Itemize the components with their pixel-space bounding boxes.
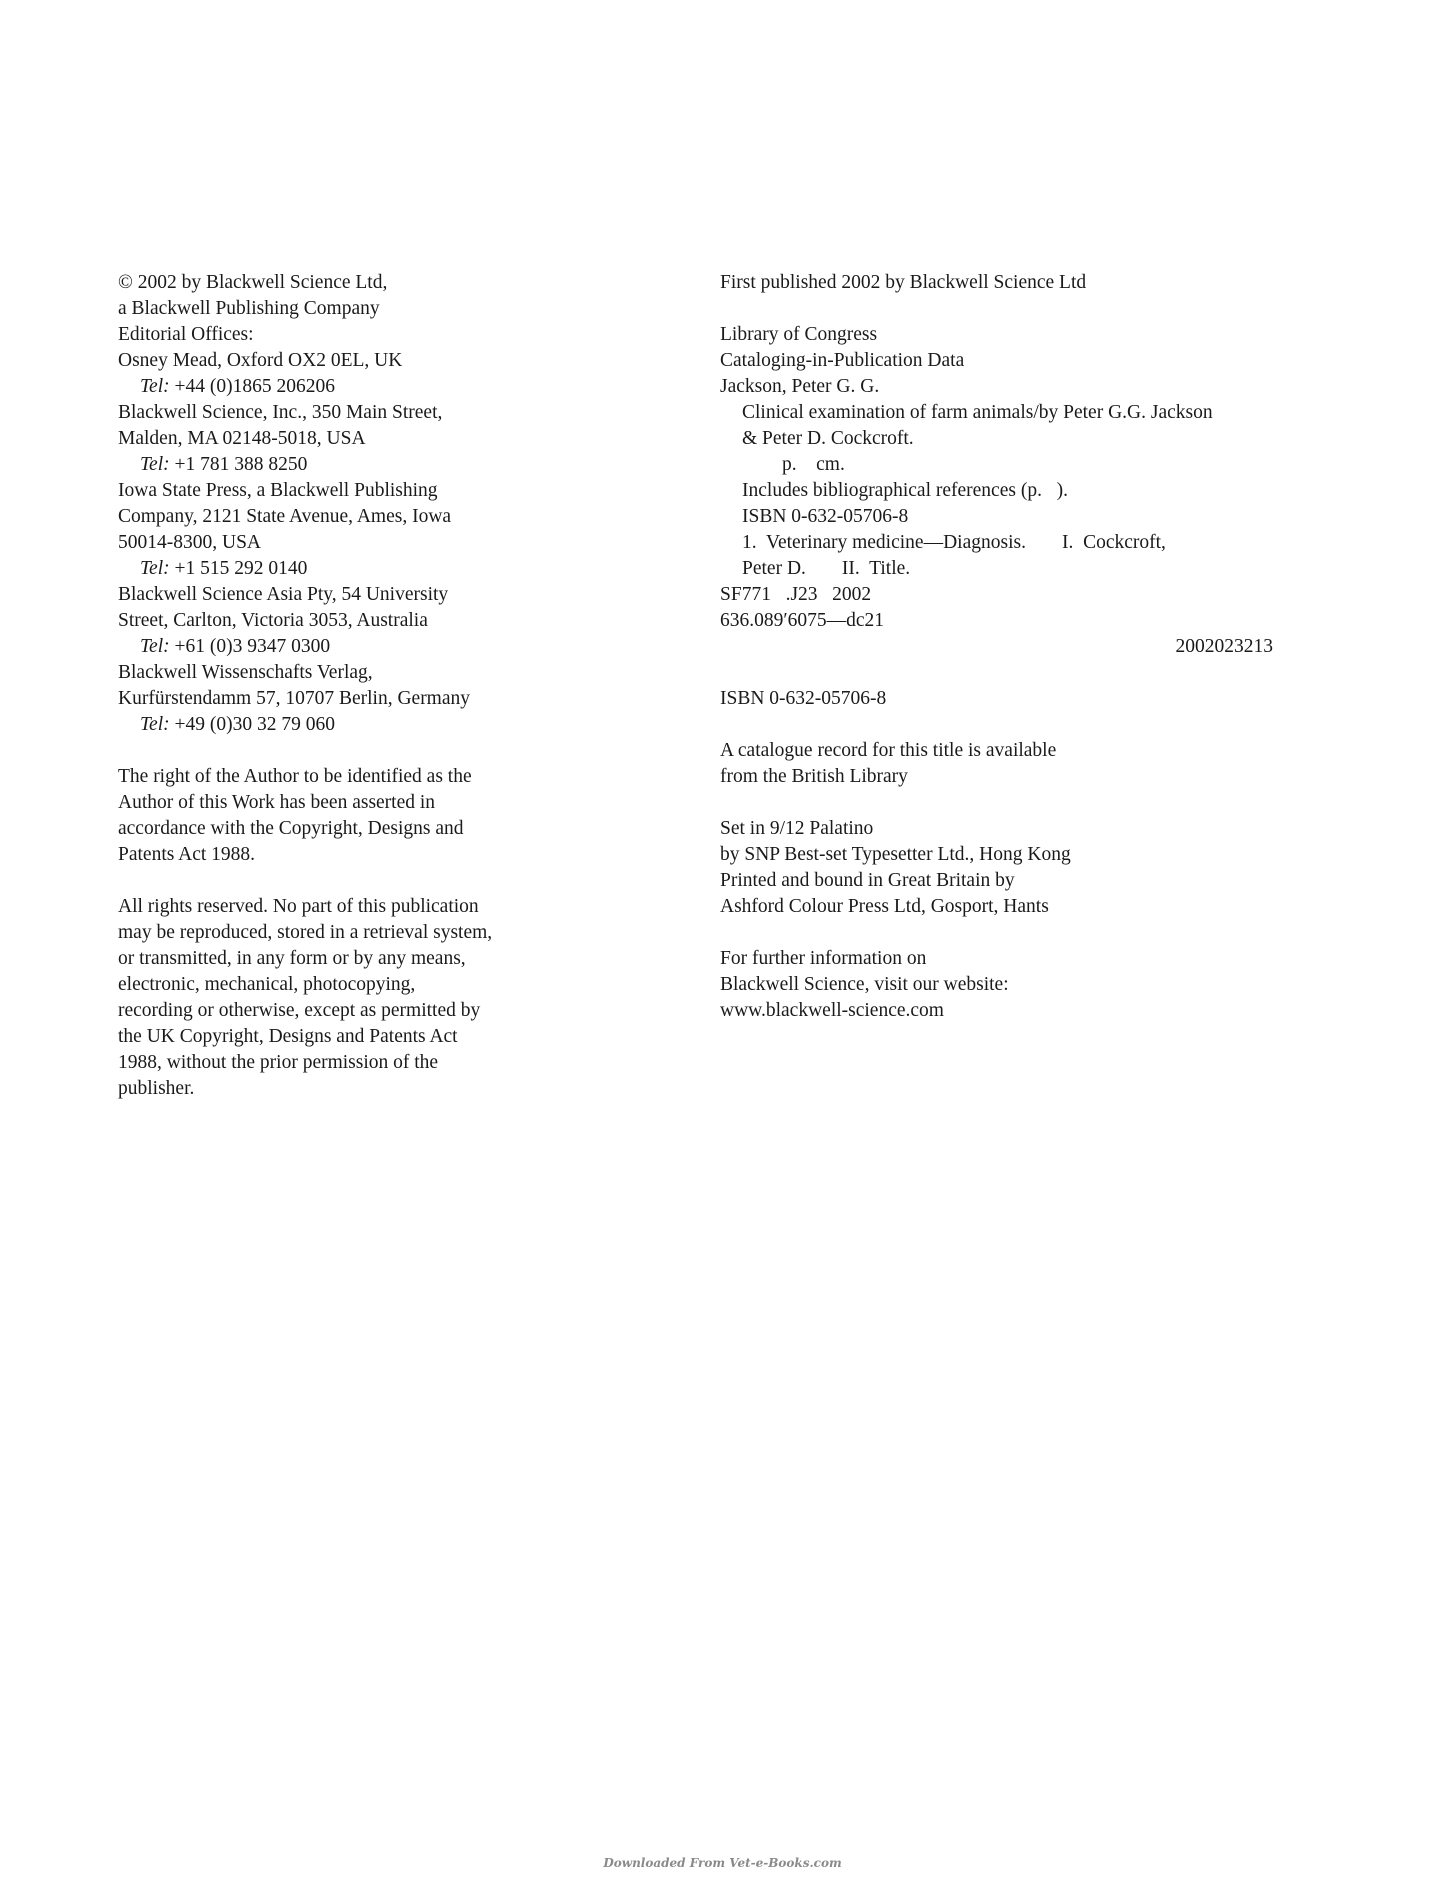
- tel-label: Tel:: [140, 558, 170, 579]
- office-address: Malden, MA 02148-5018, USA: [118, 428, 366, 449]
- paragraph-line: Author of this Work has been asserted in: [118, 792, 436, 813]
- paragraph-line: publisher.: [118, 1078, 195, 1099]
- cip-subject: 1. Veterinary medicine—Diagnosis.: [742, 532, 1026, 553]
- further-info-paragraph: [720, 946, 1280, 1024]
- office-address: Kurfürstendamm 57, 10707 Berlin, Germany: [118, 688, 471, 709]
- all-rights-reserved-paragraph: [118, 894, 658, 1102]
- paragraph-line: All rights reserved. No part of this publication: [118, 896, 479, 917]
- paragraph-line: For further information on: [720, 948, 927, 969]
- paragraph-line: by SNP Best-set Typesetter Ltd., Hong Kong: [720, 844, 1071, 865]
- editorial-offices-heading: Editorial Offices:: [118, 324, 254, 345]
- left-column: [118, 270, 658, 1102]
- office-telephone: [118, 452, 658, 478]
- office-address: Blackwell Science Asia Pty, 54 University: [118, 584, 449, 605]
- cip-subjects: [720, 530, 1280, 556]
- first-published-line: First published 2002 by Blackwell Science Ltd: [720, 272, 1087, 293]
- call-number: SF771 .J23 2002: [720, 584, 872, 605]
- cip-isbn: ISBN 0-632-05706-8: [742, 506, 909, 527]
- cip-subjects: [720, 556, 1280, 582]
- tel-number: +44 (0)1865 206206: [169, 376, 335, 397]
- tel-label: Tel:: [140, 636, 170, 657]
- office-telephone: [118, 634, 658, 660]
- office-address: Company, 2121 State Avenue, Ames, Iowa: [118, 506, 452, 527]
- tel-label: Tel:: [140, 714, 170, 735]
- tel-label: Tel:: [140, 376, 170, 397]
- office-address: Street, Carlton, Victoria 3053, Australia: [118, 610, 428, 631]
- paragraph-line: Printed and bound in Great Britain by: [720, 870, 1015, 891]
- download-watermark: Downloaded From Vet-e-Books.com: [603, 1856, 842, 1870]
- paragraph-line: electronic, mechanical, photocopying,: [118, 974, 416, 995]
- office-telephone: [118, 374, 658, 400]
- paragraph-line: Blackwell Science, visit our website:: [720, 974, 1009, 995]
- office-address: Osney Mead, Oxford OX2 0EL, UK: [118, 350, 403, 371]
- office-address: Blackwell Wissenschafts Verlag,: [118, 662, 373, 683]
- catalogue-record-paragraph: [720, 738, 1280, 790]
- office-address: 50014-8300, USA: [118, 532, 262, 553]
- lccn-number: 2002023213: [1175, 636, 1273, 657]
- tel-number: +49 (0)30 32 79 060: [169, 714, 335, 735]
- office-telephone: [118, 556, 658, 582]
- cip-subject: II. Title.: [841, 558, 911, 579]
- paragraph-line: Patents Act 1988.: [118, 844, 256, 865]
- paragraph-line: or transmitted, in any form or by any means,: [118, 948, 466, 969]
- office-address: Blackwell Science, Inc., 350 Main Street,: [118, 402, 443, 423]
- cip-subject: I. Cockcroft,: [1061, 532, 1166, 553]
- paragraph-line: accordance with the Copyright, Designs and: [118, 818, 464, 839]
- paragraph-line: may be reproduced, stored in a retrieval system,: [118, 922, 493, 943]
- cip-title: Clinical examination of farm animals/by Peter G.G. Jackson: [742, 402, 1213, 423]
- website-url: www.blackwell-science.com: [720, 1000, 944, 1021]
- cip-pages: p. cm.: [782, 454, 845, 475]
- tel-number: +1 781 388 8250: [169, 454, 308, 475]
- cip-heading: Library of Congress: [720, 324, 878, 345]
- office-telephone: [118, 712, 658, 738]
- cip-bibliography: Includes bibliographical references (p. ).: [742, 480, 1068, 501]
- cip-block: [720, 322, 1280, 660]
- paragraph-line: 1988, without the prior permission of the: [118, 1052, 439, 1073]
- paragraph-line: recording or otherwise, except as permitted by: [118, 1000, 481, 1021]
- paragraph-line: the UK Copyright, Designs and Patents Act: [118, 1026, 458, 1047]
- tel-label: Tel:: [140, 454, 170, 475]
- right-column: [720, 270, 1280, 1024]
- cip-subject: Peter D.: [742, 558, 806, 579]
- cip-title: & Peter D. Cockcroft.: [742, 428, 914, 449]
- paragraph-line: from the British Library: [720, 766, 908, 787]
- paragraph-line: A catalogue record for this title is available: [720, 740, 1057, 761]
- author-rights-paragraph: [118, 764, 658, 868]
- cip-author: Jackson, Peter G. G.: [720, 376, 880, 397]
- dewey-number: 636.089′6075—dc21: [720, 610, 885, 631]
- tel-number: +61 (0)3 9347 0300: [169, 636, 331, 657]
- office-address: Iowa State Press, a Blackwell Publishing: [118, 480, 438, 501]
- paragraph-line: Ashford Colour Press Ltd, Gosport, Hants: [720, 896, 1049, 917]
- isbn-line: ISBN 0-632-05706-8: [720, 688, 887, 709]
- tel-number: +1 515 292 0140: [169, 558, 308, 579]
- paragraph-line: Set in 9/12 Palatino: [720, 818, 874, 839]
- paragraph-line: The right of the Author to be identified as the: [118, 766, 472, 787]
- copyright-line: © 2002 by Blackwell Science Ltd,: [118, 272, 388, 293]
- cip-heading: Cataloging-in-Publication Data: [720, 350, 965, 371]
- typesetting-paragraph: [720, 816, 1280, 920]
- copyright-line: a Blackwell Publishing Company: [118, 298, 380, 319]
